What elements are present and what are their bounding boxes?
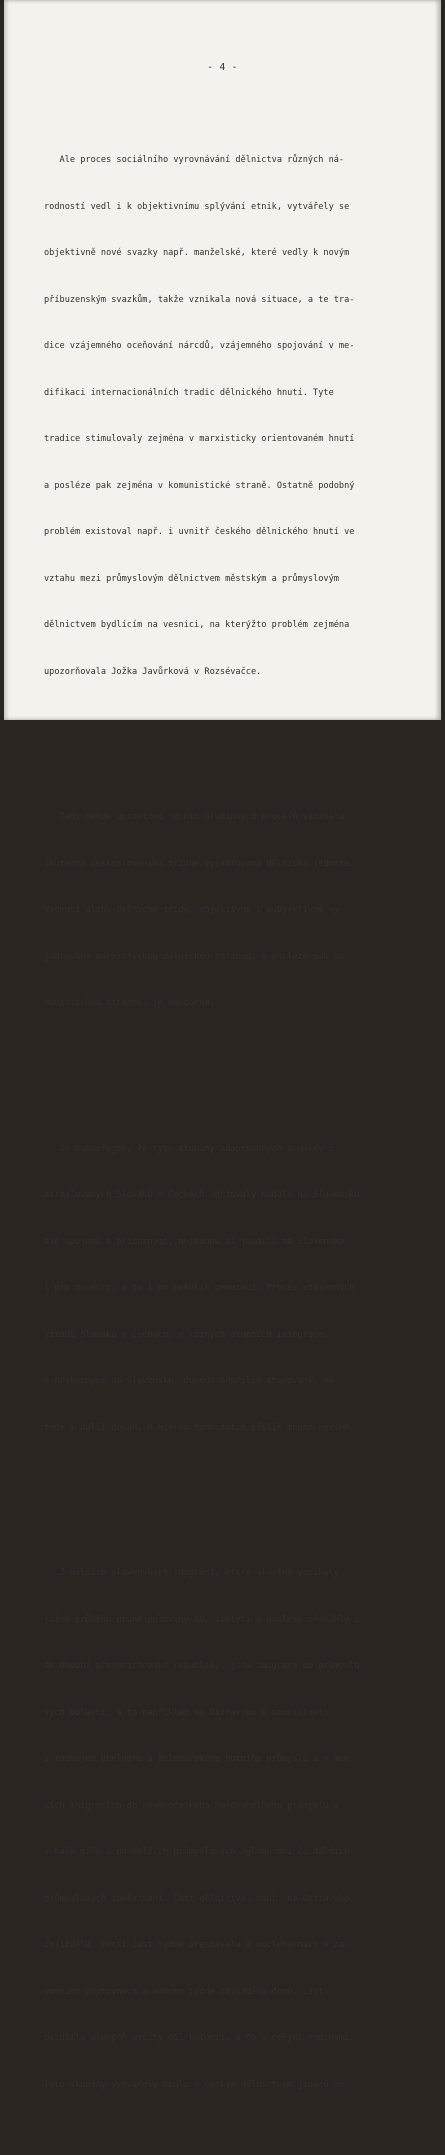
text-line: Tady někde uprostřed těchto hlubinných procesů vznikala	[44, 812, 345, 822]
text-line: Z dalších slovenských imigrací, které vlastně vznikaly	[44, 1568, 339, 1578]
paragraph-1	[44, 122, 404, 711]
page-number: - 4 -	[207, 62, 238, 73]
text-line: do období předmnichovské republiky, jsou imigrace do průmyslo-	[44, 1661, 365, 1671]
text-line: Tyto skupiny vytvářely spolu s českým dělnictvem jisécu so-	[44, 2079, 350, 2090]
text-line: dice vzájemného oceňování nárcdů, vzájemného spojování v me-	[44, 341, 355, 351]
document-page	[4, 0, 441, 2090]
text-line: vodních ubytovnách a koncem týdne odjížděla domů, část	[44, 1986, 324, 1997]
text-line: vých oblastí, a to například na Ostravsko v souvislosti	[44, 1707, 329, 1718]
text-line: objektivně nové svazky např. manželské, které vedly k novým	[44, 248, 350, 258]
text-line: munistickou stranou, je nesporná.	[44, 998, 215, 1008]
text-line: ších imigracích do severočeského hnědouhelného průmyslu a	[44, 1800, 339, 1811]
text-line: jadřovaná marxistickou dělnickou stranou, a posléze pak ko-	[44, 951, 350, 962]
text-line: upozorňovala Jožka Javůrková v Rozsévačce.	[44, 666, 262, 677]
text-line: asimilovaných Slováků v Čechách udržovaly nadále na Slovensku	[44, 1190, 360, 1200]
text-line: rodností vedl i k objektivnímu splývání etnik, vytvářely se	[44, 201, 350, 212]
text-line: a posléze pak zejména v komunistické straně. Ostatně podobný	[44, 480, 355, 491]
text-line: Ale proces sociálního vyrovnávání dělnictva různých ná-	[44, 155, 345, 165]
text-line: dělnictvem bydlícím na vesnici, na kterýžto problém zejména	[44, 620, 350, 630]
paragraph-2	[44, 779, 404, 1043]
text-line: dojížděla, větší část týdně přespávala v noclehárnách a zá-	[44, 1940, 350, 1950]
text-line: tradice stimulovaly zejména v marxisticky orientovaném hnutí	[44, 434, 355, 444]
text-line: své spojení s příbuznými, nejednou si jezdili na Slovensko	[44, 1236, 345, 1247]
text-line: skutečně československá třídně vyjadřovaná dělnická jednota.	[44, 858, 355, 869]
text-line: příbuzenským svazkům, takže vznikala nová situace, a te tra-	[44, 294, 355, 305]
text-line: vztahu mezi průmyslovým dělnictvem městským a průmyslovým	[44, 573, 339, 584]
text-line: vztahů Slováků v Čechách, v různých stupních integrace,	[44, 1329, 329, 1340]
paragraph-3	[44, 1111, 404, 1468]
text-line: Vedoucí úloha dělnické třídy, objektivně i subjektivně vy-	[44, 905, 345, 915]
body-text	[44, 91, 404, 2155]
text-line: problém existoval např. i uvnitř českého dělnického hnutí ve	[44, 527, 355, 537]
text-line: tedy i další dosah, o kterém toho zatím příliš mnoho nevíme.	[44, 1422, 355, 1433]
text-line: s rozvojem uhelného a železářského hutního průmyslu a v men-	[44, 1754, 355, 1764]
text-line: osídlila alespoň určitý díl kolonií, a to s celými rodinami.	[44, 2033, 355, 2043]
text-line: již v průběhu druhé poloviny 19. století a posléze přesáhly i	[44, 1614, 360, 1625]
paragraph-4	[44, 1535, 404, 2124]
text-line: difikaci internacionálních tradic dělnického hnutí. Tyte	[44, 387, 334, 398]
text-line: průmyslových zaměstnání. Část dělnictva, např. na Ostravsko,	[44, 1893, 355, 1904]
text-line: s příbuznými na Slovensku, dosoud nepříliš studovaný, má	[44, 1376, 334, 1386]
text-line: Je samozřejmé, že tyto skupiny adaptovaných a někdy i	[44, 1143, 334, 1154]
text-line: i pro nevěsty, a to i po několik generací. Proces vzájemných	[44, 1283, 355, 1293]
text-line: v malé míře i do dalších průmyslových aglomerací či dalších	[44, 1847, 350, 1857]
